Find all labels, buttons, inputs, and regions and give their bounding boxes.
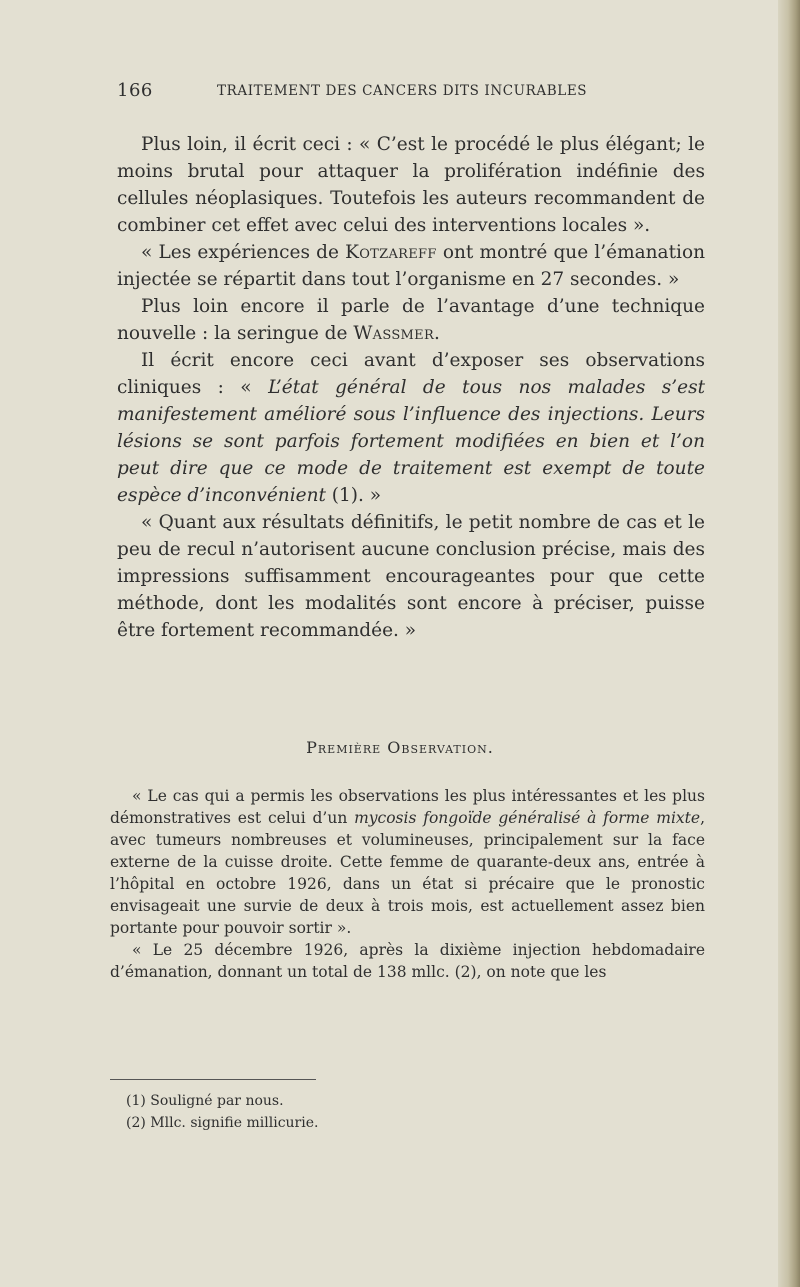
running-title: TRAITEMENT DES CANCERS DITS INCURABLES <box>217 83 588 99</box>
paragraph-text: Plus loin encore il parle de l’avantage d’une technique nouvelle : la seringue de <box>117 296 705 344</box>
paragraph <box>117 347 705 509</box>
paragraph-text: ont montré que l’émanation injectée se répartit dans tout l’organisme en 27 secondes. » <box>117 242 705 290</box>
italic-quote: L’état général de tous nos malades s’est manifestement amélioré sous l’influence des injections. Leurs lésions se sont parfois fortement modifiées en bien et l’on peut dire que ce mode de traitement est exempt de toute espèce d’inconvénient <box>117 377 705 506</box>
paragraph-text: « Quant aux résultats définitifs, le petit nombre de cas et le peu de recul n’autorisent aucune conclusion précise, mais des impressions suffisamment encourageantes pour que cette méthode, dont les modalités sont encore à préciser, puisse être fortement recommandée. » <box>117 512 705 641</box>
page-edge <box>778 0 800 1287</box>
section-heading: Première Observation. <box>306 738 494 757</box>
observation-text <box>110 785 705 983</box>
paragraph <box>110 785 705 939</box>
footnote: (1) Souligné par nous. <box>126 1093 284 1109</box>
paragraph <box>117 131 705 239</box>
paragraph-text: « Le 25 décembre 1926, après la dixième injection hebdomadaire d’émanation, donnant un total de 138 mllc. (2), on note que les <box>110 941 705 981</box>
main-text <box>117 131 705 644</box>
footnote: (2) Mllc. signifie millicurie. <box>126 1115 319 1131</box>
paragraph <box>117 239 705 293</box>
paragraph <box>117 509 705 644</box>
paragraph <box>110 939 705 983</box>
footnotes <box>126 1090 626 1134</box>
italic-term: mycosis fongoïde généralisé à forme mixte <box>354 809 701 827</box>
paragraph-text: « Le cas qui a permis les observations les plus intéressantes et les plus démonstratives est celui d’un <box>110 787 705 827</box>
author-name: Kotzareff <box>345 242 437 263</box>
paragraph <box>117 293 705 347</box>
paragraph-text: Plus loin, il écrit ceci : « C’est le procédé le plus élégant; le moins brutal pour attaquer la prolifération indéfinie des cellules néoplasiques. Toutefois les auteurs recommandent de combiner cet effet avec celui des interventions locales ». <box>117 134 705 236</box>
paragraph-text: Il écrit encore ceci avant d’exposer ses observations cliniques : « <box>117 350 705 398</box>
page-header <box>117 80 617 104</box>
paragraph-text: « Les expériences de <box>141 242 346 263</box>
footnote-rule <box>110 1079 316 1080</box>
author-name: Wassmer <box>353 323 435 344</box>
page-number: 166 <box>117 80 153 101</box>
paragraph-text: (1). » <box>325 485 382 506</box>
paragraph-text: . <box>434 323 440 344</box>
paragraph-text: , avec tumeurs nombreuses et volumineuses, principalement sur la face externe de la cuisse droite. Cette femme de quarante-deux ans, entrée à l’hôpital en octobre 1926, dans un état si précaire que le pronostic envisageait une survie de deux à trois mois, est actuellement assez bien portante pour pouvoir sortir ». <box>110 809 706 937</box>
